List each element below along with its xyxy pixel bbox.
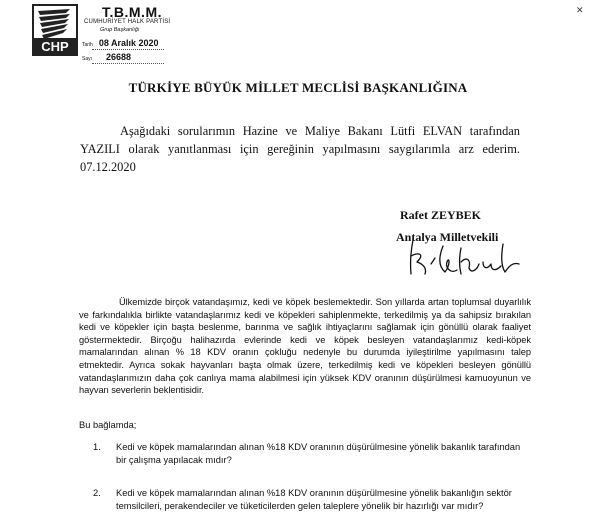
number-value: 26688: [106, 52, 132, 62]
document-heading: TÜRKİYE BÜYÜK MİLLET MECLİSİ BAŞKANLIĞINA: [128, 80, 468, 95]
question-number: 2.: [93, 488, 101, 498]
question-text: Kedi ve köpek mamalarından alınan %18 KDV oranının düşürülmesine yönelik bakanlık tarafından bir çalışma yapılacak mıdır?: [116, 442, 521, 465]
date-line: [92, 49, 164, 50]
lead-text: Bu bağlamda;: [79, 420, 137, 430]
number-line: [92, 63, 164, 64]
date-row: [82, 38, 159, 48]
date-value: 08 Aralık 2020: [98, 38, 159, 48]
question-number: 1.: [93, 442, 101, 452]
six-arrows-icon: [36, 8, 74, 40]
handwritten-signature-icon: [405, 234, 525, 280]
chp-label: CHP: [32, 38, 78, 56]
stamp-title: T.B.M.M.: [102, 4, 162, 20]
party-name: CUMHURİYET HALK PARTİSİ: [84, 19, 171, 25]
date-label: Tarih: [82, 42, 93, 48]
question-text: Kedi ve köpek mamalarından alınan %18 KDV oranının düşürülmesine yönelik bakanlığın sektör temsilcileri, perakendeciler ve tüketicilerden gelen taleplere yönelik bir hazırlığı var mıdır?: [116, 488, 512, 511]
signer-title: Antalya Milletvekili: [396, 230, 499, 244]
signer-name: Rafet ZEYBEK: [400, 208, 481, 222]
intro-paragraph: Aşağıdaki sorularımın Hazine ve Maliye Bakanı Lütfi ELVAN tarafından YAZILI olarak yanıtlanması için gereğinin yapılmasını saygılarımla arz ederim. 07.12.2020: [80, 124, 520, 174]
number-label: Sayı: [82, 56, 93, 62]
corner-mark: ✕: [576, 6, 584, 16]
department-name: Grup Başkanlığı: [100, 27, 140, 33]
body-paragraph: Ülkemizde birçok vatandaşımız, kedi ve köpek beslemektedir. Son yıllarda artan toplumsal duyarlılık ve farkındalıkla birlikte vatandaşlarımız kedi ve köpekleri sahiplenmekte, terkedilmiş ya da sahipsiz bırakılan kedi ve köpekler için başta beslenme, barınma ve sağlık ihtiyaçlarını sağlamak için gönüllü olarak faaliyet göstermektedir. Birçoğu halihazırda evlerinde kedi ve köpek besleyen vatandaşlarımız kedi-köpek mamalarından alınan % 18 KDV oranın çokluğu nedenyle bu durumda iyileştirilme yapılmasını talep etmektedir. Ayrıca sokak hayvanları başta olmak üzere, terkedilmiş kedi ve köpekleri besleyen gönüllü vatandaşlarımızın daha çok canlıya mama alabilmesi için yüksek KDV oranının düşürülmesi kamuoyunun ve hayvan severlerin beklentisidir.: [79, 297, 531, 396]
number-row: [82, 52, 131, 62]
